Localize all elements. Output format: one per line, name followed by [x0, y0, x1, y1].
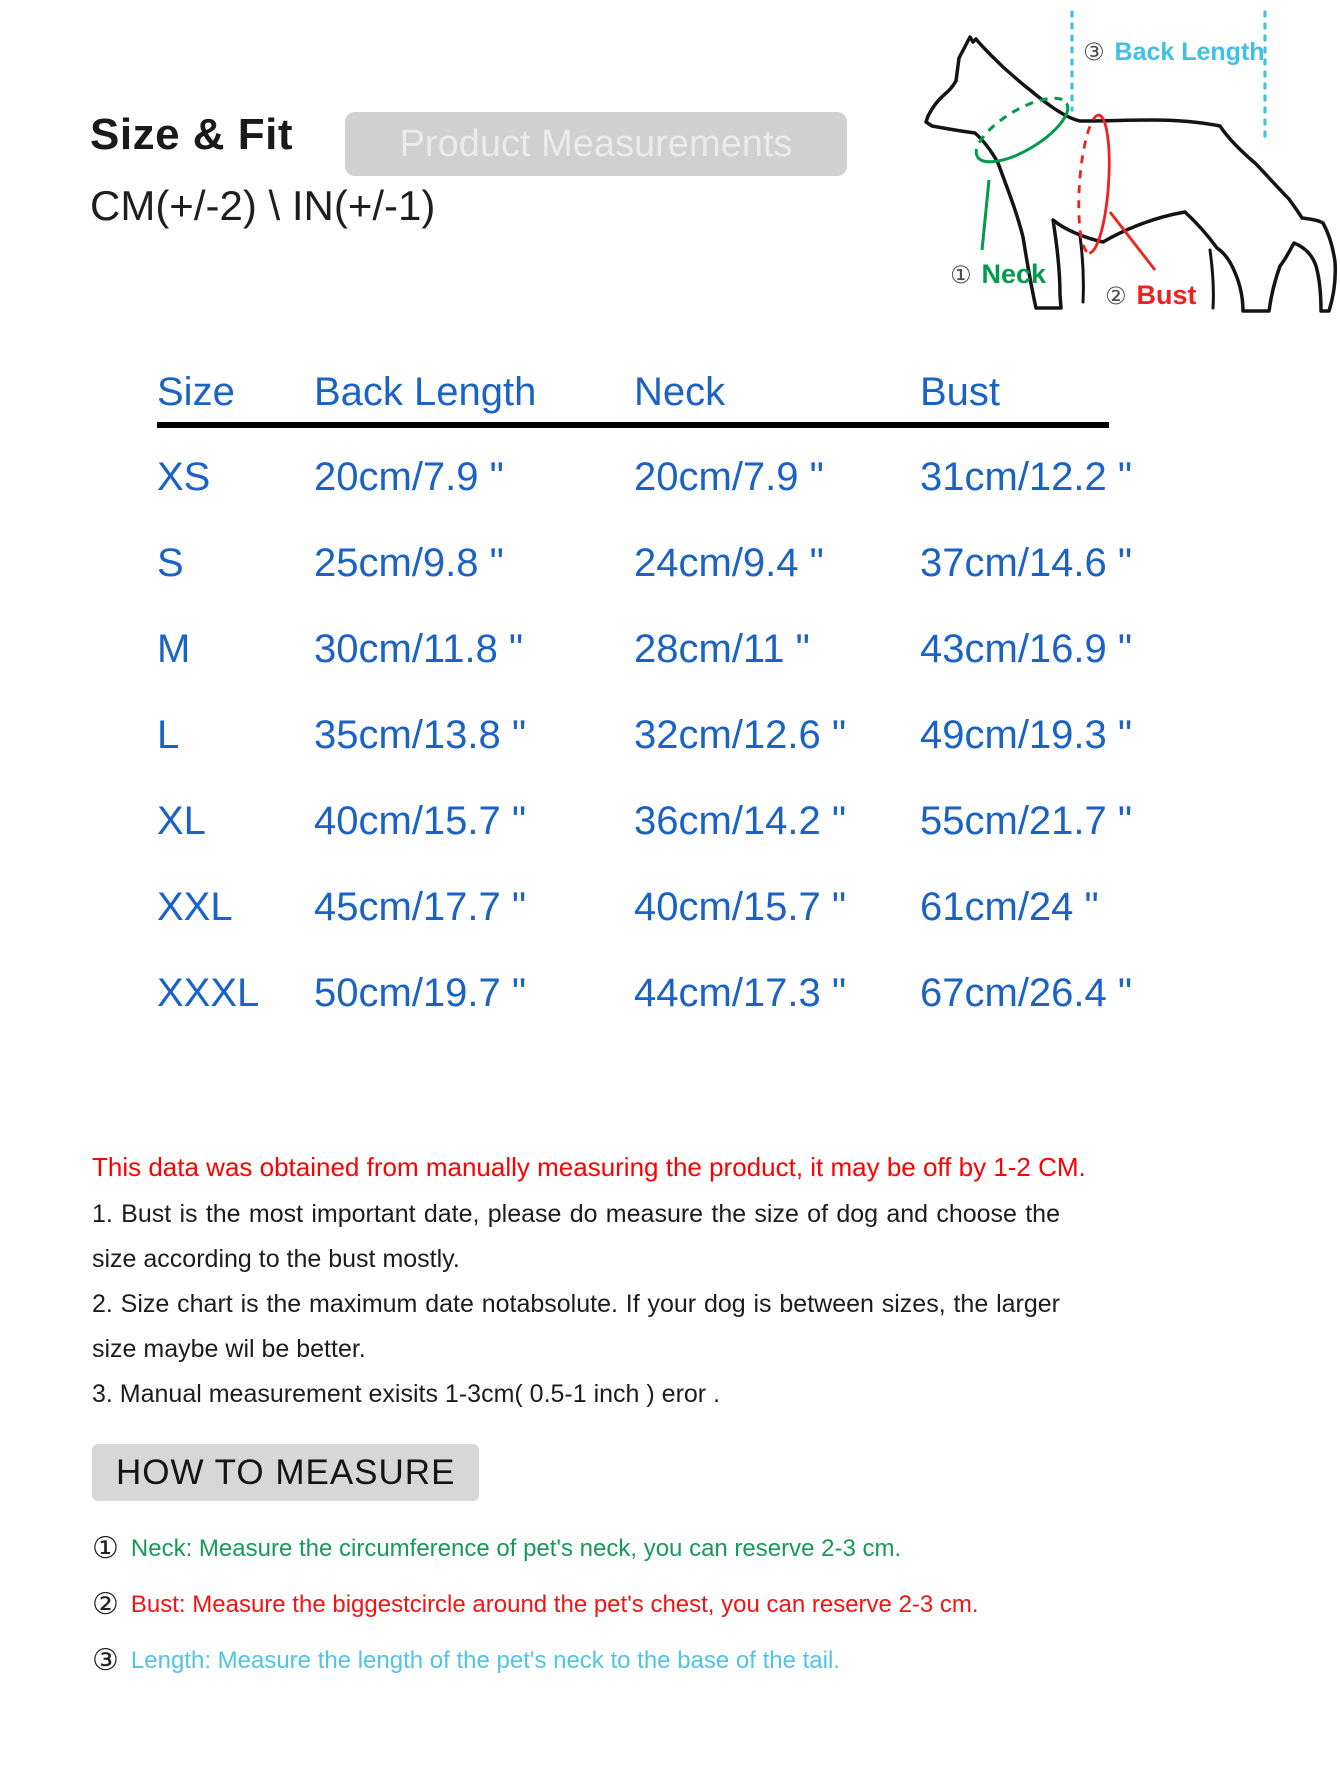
col-header-bust: Bust: [920, 370, 1001, 414]
table-row-xs: [157, 434, 1152, 520]
measurement-disclaimer: This data was obtained from manually measuring the product, it may be off by 1-2 CM.: [92, 1152, 1086, 1182]
note-2: 2. Size chart is the maximum date notabsolute. If your dog is between sizes, the larger size maybe wil be better.: [92, 1290, 1060, 1363]
cell-bust: 43cm/16.9 ": [920, 626, 1133, 671]
dog-far-hind-leg: [1210, 250, 1213, 308]
cell-back-length: 45cm/17.7 ": [314, 884, 527, 929]
measure-item-neck: [92, 1534, 901, 1564]
measure-item-length: [92, 1646, 840, 1676]
neck-pointer-line: [982, 180, 989, 250]
dog-measurement-diagram: [780, 0, 1340, 330]
note-3: 3. Manual measurement exisits 1-3cm( 0.5-1 inch ) eror .: [92, 1380, 721, 1408]
col-header-neck: Neck: [634, 370, 726, 414]
size-table-header-row: [157, 368, 1152, 416]
table-row-l: [157, 692, 1152, 778]
note-1: 1. Bust is the most important date, please do measure the size of dog and choose the size according to the bust mostly.: [92, 1200, 1060, 1273]
table-row-xxxl: [157, 950, 1152, 1036]
cell-bust: 37cm/14.6 ": [920, 540, 1133, 585]
cell-bust: 67cm/26.4 ": [920, 970, 1133, 1015]
product-measurements-badge: Product Measurements: [345, 112, 847, 176]
back-length-label: ③ Back Length: [1083, 38, 1265, 66]
size-table: [157, 368, 1152, 1036]
cell-size: XXL: [157, 884, 233, 929]
measure-item-neck-text: Neck: Measure the circumference of pet's neck, you can reserve 2-3 cm.: [130, 1535, 902, 1562]
circled-1-icon: ①: [950, 261, 972, 289]
cell-back-length: 25cm/9.8 ": [314, 540, 504, 585]
table-row-xl: [157, 778, 1152, 864]
cell-bust: 31cm/12.2 ": [920, 454, 1133, 499]
cell-neck: 20cm/7.9 ": [634, 454, 824, 499]
size-table-body: [157, 428, 1152, 1036]
col-header-back-length: Back Length: [314, 370, 537, 414]
cell-back-length: 30cm/11.8 ": [314, 626, 524, 671]
cell-size: M: [157, 626, 191, 671]
how-to-measure-heading: HOW TO MEASURE: [92, 1444, 479, 1501]
neck-label: ① Neck: [950, 259, 1047, 289]
neck-measure-ellipse: [967, 86, 1077, 174]
measure-item-bust: [92, 1590, 979, 1620]
cell-bust: 61cm/24 ": [920, 884, 1099, 929]
cell-bust: 55cm/21.7 ": [920, 798, 1133, 843]
cell-neck: 32cm/12.6 ": [634, 712, 847, 757]
cell-bust: 49cm/19.3 ": [920, 712, 1133, 757]
cell-neck: 36cm/14.2 ": [634, 798, 847, 843]
cell-back-length: 40cm/15.7 ": [314, 798, 527, 843]
bust-label: ② Bust: [1105, 280, 1197, 310]
cell-size: XS: [157, 454, 211, 499]
cell-back-length: 50cm/19.7 ": [314, 970, 527, 1015]
units-tolerance-note: CM(+/-2) \ IN(+/-1): [90, 182, 436, 229]
col-header-size: Size: [157, 370, 235, 414]
cell-back-length: 20cm/7.9 ": [314, 454, 504, 499]
circled-2-icon: ②: [1105, 282, 1127, 310]
table-row-s: [157, 520, 1152, 606]
cell-size: XXXL: [157, 970, 260, 1015]
cell-neck: 28cm/11 ": [634, 626, 810, 671]
table-row-xxl: [157, 864, 1152, 950]
page-title: Size & Fit: [90, 110, 294, 159]
cell-size: XL: [157, 798, 206, 843]
table-row-m: [157, 606, 1152, 692]
cell-size: S: [157, 540, 184, 585]
sizing-notes: [92, 1192, 1060, 1417]
measure-item-bust-text: Bust: Measure the biggestcircle around the pet's chest, you can reserve 2-3 cm.: [130, 1591, 979, 1618]
circled-2-icon: ②: [92, 1588, 119, 1621]
circled-3-icon: ③: [1083, 38, 1105, 66]
measure-item-length-text: Length: Measure the length of the pet's neck to the base of the tail.: [130, 1647, 840, 1674]
circled-3-icon: ③: [92, 1644, 119, 1677]
cell-back-length: 35cm/13.8 ": [314, 712, 527, 757]
cell-neck: 44cm/17.3 ": [634, 970, 847, 1015]
bust-measure-ellipse: [1075, 114, 1114, 254]
cell-neck: 40cm/15.7 ": [634, 884, 847, 929]
circled-1-icon: ①: [92, 1532, 119, 1565]
cell-size: L: [157, 712, 180, 757]
cell-neck: 24cm/9.4 ": [634, 540, 824, 585]
